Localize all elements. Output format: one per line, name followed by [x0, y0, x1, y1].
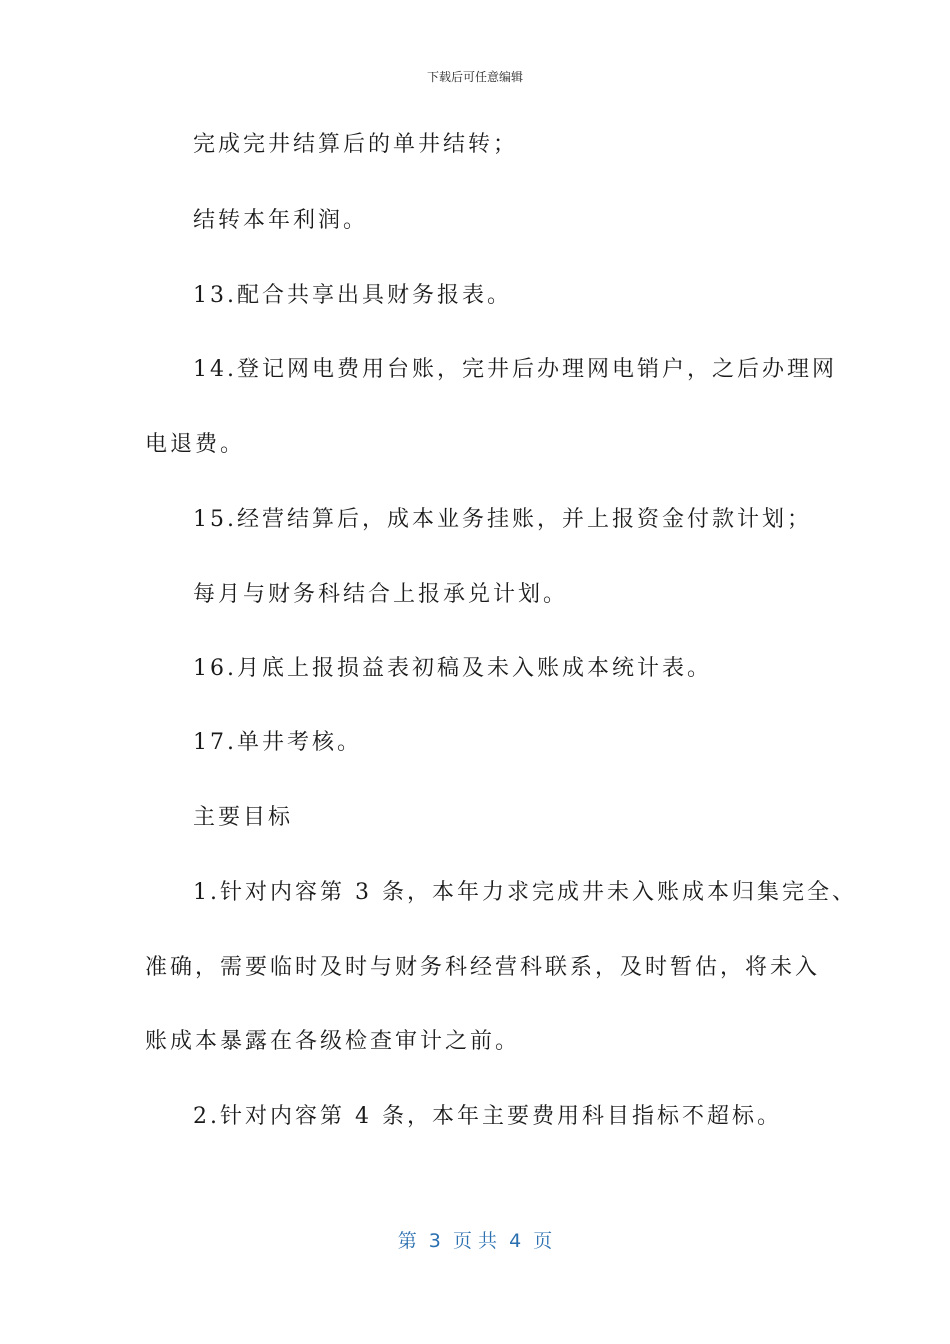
- text-line: 13.配合共享出具财务报表。: [193, 283, 512, 308]
- page-number: 第 3 页 共 4 页: [397, 1230, 553, 1252]
- text-line: 2.针对内容第 4 条，本年主要费用科目指标不超标。: [193, 1104, 782, 1129]
- text-line: 1.针对内容第 3 条，本年力求完成井未入账成本归集完全、: [193, 880, 857, 905]
- text-line: 账成本暴露在各级检查审计之前。: [145, 1029, 521, 1054]
- section-heading: 主要目标: [193, 805, 294, 830]
- text-line: 15.经营结算后，成本业务挂账，并上报资金付款计划；: [193, 507, 812, 532]
- text-line: 16.月底上报损益表初稿及未入账成本统计表。: [193, 656, 712, 681]
- text-line: 结转本年利润。: [193, 208, 369, 233]
- header-note: 下载后可任意编辑: [426, 70, 523, 84]
- text-line: 17.单井考核。: [193, 730, 362, 755]
- text-line: 每月与财务科结合上报承兑计划。: [193, 582, 569, 607]
- text-line: 电退费。: [145, 432, 246, 457]
- text-line: 14.登记网电费用台账，完井后办理网电销户，之后办理网: [193, 357, 837, 382]
- text-line: 准确，需要临时及时与财务科经营科联系，及时暂估，将未入: [145, 955, 821, 980]
- text-line: 完成完井结算后的单井结转；: [193, 132, 519, 157]
